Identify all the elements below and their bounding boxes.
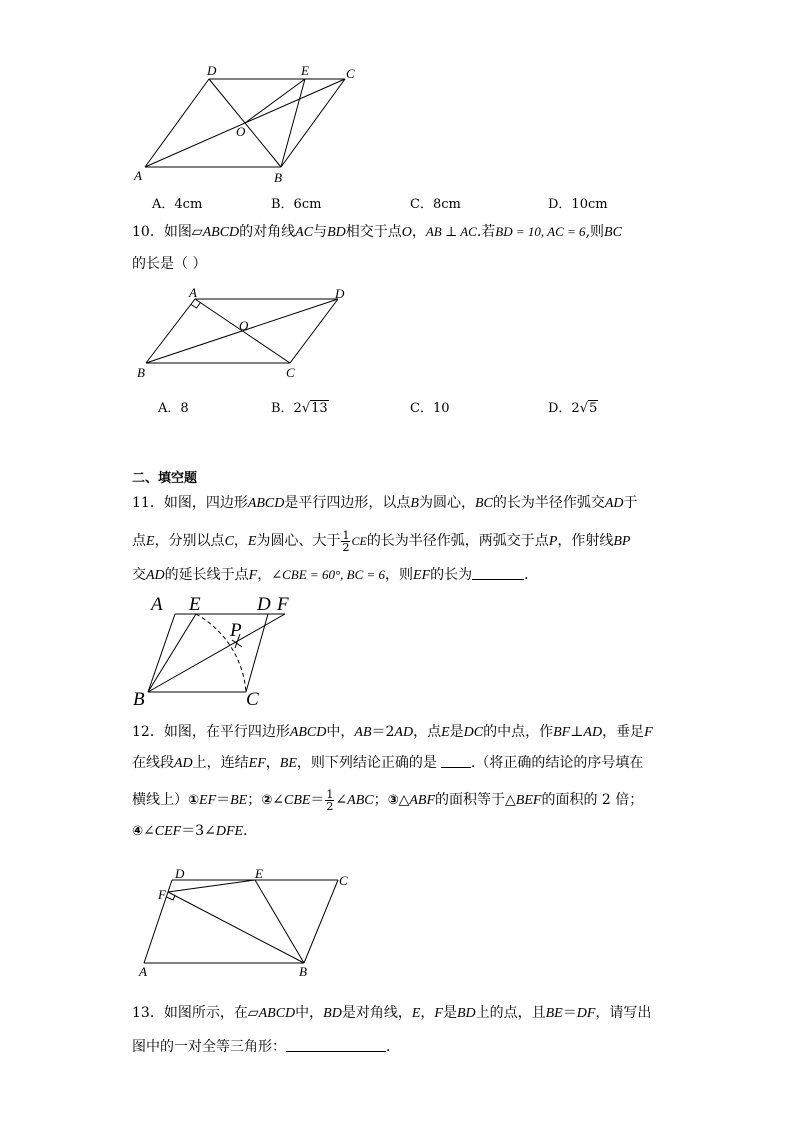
q13-line2: 图中的一对全等三角形： ．	[132, 1039, 400, 1055]
q11-label-d: D	[257, 594, 271, 615]
q12-label-a: A	[139, 964, 147, 979]
q11-line2: 点E，分别以点C，E为圆心、大于 $\frac{1}{2}$ CE的长为半径作弧，两弧交于点P，作射线BP	[132, 529, 631, 554]
q10-stem-line2: 的长是（ ）	[132, 256, 207, 272]
q9-label-b: B	[274, 170, 282, 185]
q9-label-d: D	[207, 63, 217, 78]
q9-option-b: B．6cm	[271, 197, 322, 212]
answer-blank[interactable]	[286, 1039, 386, 1052]
q11-label-e: E	[189, 594, 201, 615]
q10-option-a: A．8	[158, 401, 189, 416]
q9-option-d: D．10cm	[548, 197, 608, 212]
q9-label-a: A	[134, 168, 142, 183]
q9-label-e: E	[301, 63, 309, 78]
parallelogram-symbol-icon: ▱	[191, 224, 203, 240]
fraction-one-half: $\frac{1}{2}$	[326, 788, 334, 813]
section-title: 二、填空题	[132, 471, 198, 486]
q10-label-d: D	[335, 286, 345, 301]
q10-label-c: C	[286, 365, 295, 380]
q11-line1: 11．如图，四边形ABCD是平行四边形，以点B为圆心，BC的长为半径作弧交AD于	[132, 495, 638, 511]
q10-option-b: B．2√13	[271, 401, 328, 416]
q9-label-c: C	[346, 66, 355, 81]
q9-option-c: C．8cm	[410, 197, 461, 212]
q12-label-b: B	[299, 964, 307, 979]
q11-line3: 交AD的延长线于点F，∠CBE = 60°, BC = 6，则EF的长为 ．	[132, 567, 539, 583]
q12-label-f: F	[158, 887, 166, 902]
q12-line2: 在线段AD上，连结EF，BE，则下列结论正确的是 .（将正确的结论的序号填在	[132, 755, 644, 771]
q12-line4: ④∠CEF＝3∠DFE．	[132, 823, 258, 839]
q10-option-d: D．2√5	[548, 401, 598, 416]
sqrt-icon: √	[579, 401, 588, 416]
q12-edge-cb	[304, 880, 338, 963]
q11-label-p: P	[230, 620, 242, 641]
q12-line3: 横线上）①EF＝BE；②∠CBE＝ $\frac{1}{2}$ ∠ABC；③△ABF的面积等于△BEF的面积的 2 倍；	[132, 788, 644, 813]
q9-label-o: O	[236, 124, 246, 139]
q10-option-c: C．10	[410, 401, 450, 416]
q11-label-a: A	[151, 594, 163, 615]
fraction-one-half: $\frac{1}{2}$	[342, 529, 350, 554]
q12-right-angle-mark	[167, 896, 176, 901]
q11-label-b: B	[133, 689, 145, 710]
q10-label-b: B	[137, 365, 145, 380]
sqrt-icon: √	[301, 401, 311, 416]
q13-line1: 13．如图所示，在▱ABCD中，BD是对角线，E，F是BD上的点，且BE＝DF，请写出	[132, 1005, 652, 1021]
q11-label-c: C	[246, 689, 259, 710]
q11-label-f: F	[277, 594, 289, 615]
q12-label-e: E	[255, 866, 263, 881]
q10-label-o: O	[239, 318, 249, 333]
q9-option-a: A．4cm	[152, 197, 203, 212]
q10-label-a: A	[189, 285, 197, 300]
q12-label-c: C	[339, 873, 348, 888]
q12-line1: 12．如图，在平行四边形ABCD中，AB＝2AD，点E是DC的中点，作BF⊥AD，垂足F	[132, 724, 653, 740]
q12-label-d: D	[175, 866, 185, 881]
q10-stem-line1: 10．如图▱ABCD的对角线AC与BD相交于点O，AB ⊥ AC.若BD = 10, AC = 6,则BC	[132, 224, 622, 240]
